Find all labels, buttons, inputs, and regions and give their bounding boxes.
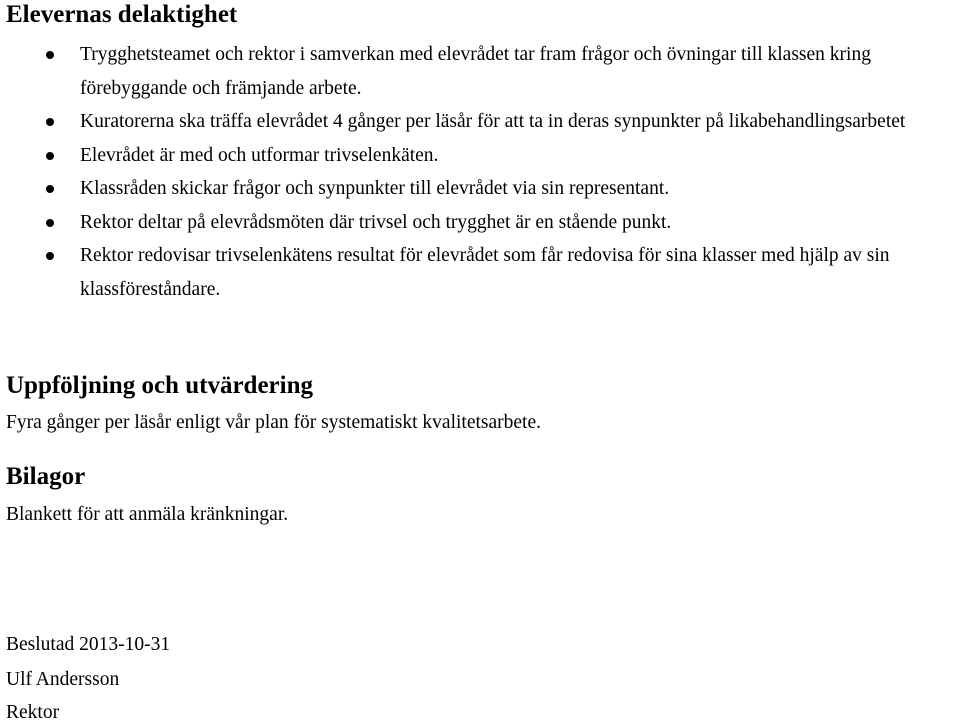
section-heading-bilagor: Bilagor (6, 463, 86, 490)
signatory-title: Rektor (6, 702, 60, 723)
bullet-icon (46, 152, 54, 160)
delaktighet-bullet-list (0, 38, 960, 306)
list-item (0, 139, 960, 173)
list-item (0, 172, 960, 206)
bullet-icon (46, 118, 54, 126)
list-item-text: Klassråden skickar frågor och synpunkter till elevrådet via sin representant. (80, 178, 670, 199)
list-item-text: Rektor deltar på elevrådsmöten där trivsel och trygghet är en stående punkt. (80, 211, 672, 233)
uppfoljning-text: Fyra gånger per läsår enligt vår plan för systematiskt kvalitetsarbete. (6, 412, 541, 433)
signatory-name: Ulf Andersson (6, 669, 120, 690)
list-item-text: Rektor redovisar trivselenkätens resultat för elevrådet som får redovisa för sina klasser med hjälp av sin klassföreståndare. (80, 245, 890, 300)
bullet-icon (46, 51, 54, 59)
bullet-icon (46, 185, 54, 193)
list-item-text: Kuratorerna ska träffa elevrådet 4 gånger per läsår för att ta in deras synpunkter på likabehandlingsarbetet (80, 111, 906, 132)
list-item-text: Trygghetsteamet och rektor i samverkan med elevrådet tar fram frågor och övningar till klassen kring förebyggande och främjande arbete. (80, 44, 871, 99)
section-heading-uppfoljning: Uppföljning och utvärdering (6, 372, 313, 399)
bilagor-text: Blankett för att anmäla kränkningar. (6, 504, 289, 525)
decision-date: Beslutad 2013-10-31 (6, 634, 171, 655)
list-item (0, 38, 960, 105)
list-item (0, 105, 960, 139)
list-item (0, 206, 960, 240)
section-heading-elevernas-delaktighet: Elevernas delaktighet (6, 1, 238, 28)
list-item (0, 239, 960, 306)
list-item-text: Elevrådet är med och utformar trivselenkäten. (80, 144, 439, 166)
bullet-icon (46, 252, 54, 260)
bullet-icon (46, 219, 54, 227)
